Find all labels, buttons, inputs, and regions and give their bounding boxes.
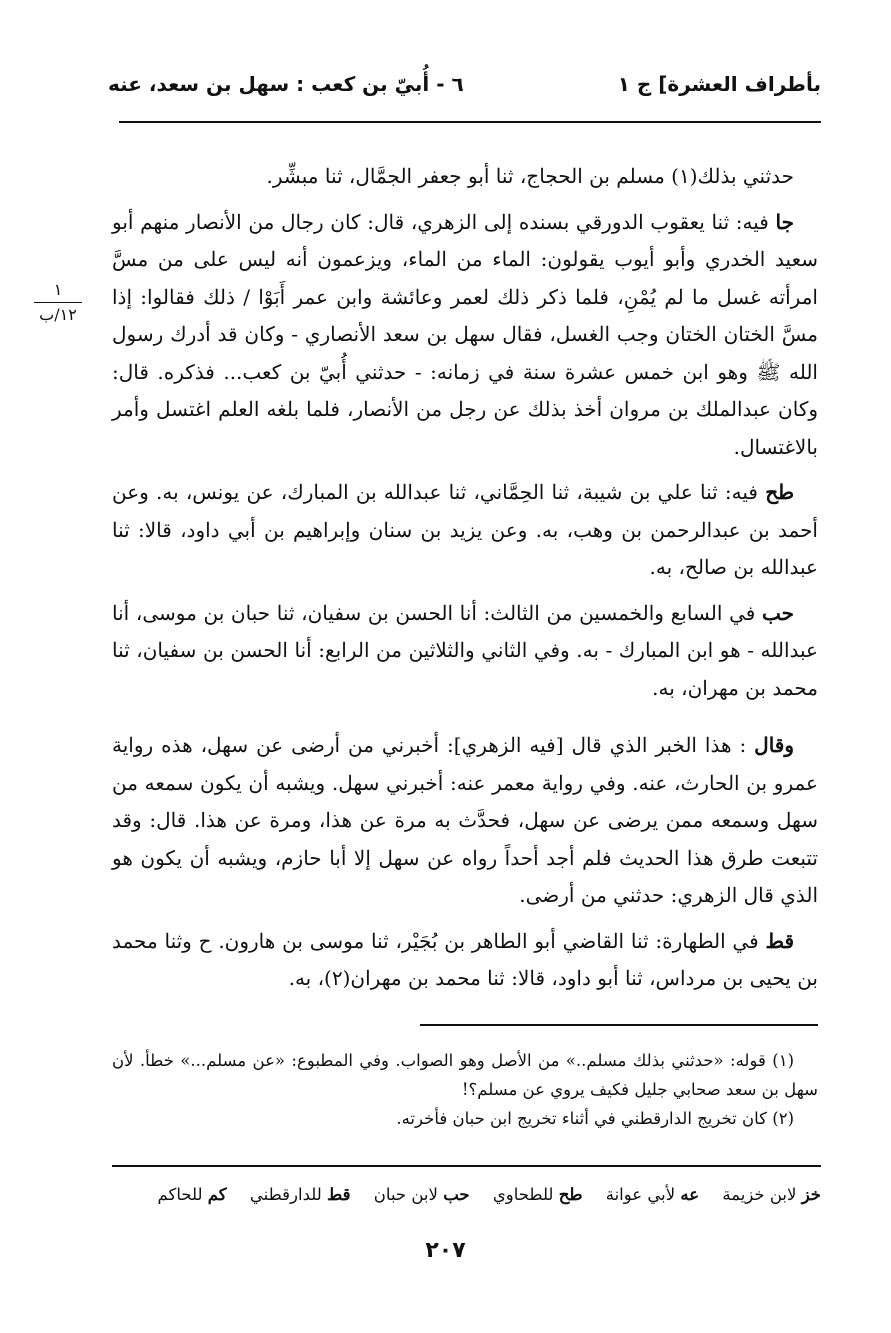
siglum-code: قط xyxy=(326,1185,351,1204)
siglum-desc: للطحاوي xyxy=(492,1185,554,1204)
footnote: (١) قوله: «حدثني بذلك مسلم..» من الأصل وهو الصواب. وفي المطبوع: «عن مسلم...» خطأ. لأن سهل بن سعد صحابي جليل فكيف يروي عن مسلم؟! xyxy=(112,1051,818,1099)
footnote: (٢) كان تخريج الدارقطني في أثناء تخريج ابن حبان فأخرته. xyxy=(396,1109,794,1128)
paragraph xyxy=(112,595,818,708)
folio-divider xyxy=(34,302,82,303)
siglum-entry xyxy=(493,1185,583,1204)
header-rule xyxy=(119,121,821,123)
paragraph-text: في الطهارة: ثنا القاضي أبو الطاهر بن بُجَيْر، ثنا موسى بن هارون. ح وثنا محمد بن يحيى بن مرداس، ثنا أبو داود، قالا: ثنا محمد بن مهران(٢)، به. xyxy=(112,928,818,990)
siglum-entry xyxy=(158,1185,227,1204)
paragraph xyxy=(112,474,818,587)
paragraph xyxy=(112,727,818,915)
siglum-code: حب xyxy=(443,1185,470,1204)
siglum-entry xyxy=(722,1185,821,1204)
siglum-desc: لابن خزيمة xyxy=(722,1185,797,1204)
siglum-code: كم xyxy=(207,1185,227,1204)
siglum-code: طح xyxy=(558,1185,583,1204)
page-number: ٢٠٧ xyxy=(425,1238,466,1263)
main-text xyxy=(112,158,818,1006)
siglum-code: خز xyxy=(801,1185,821,1204)
running-header xyxy=(108,68,821,102)
paragraph-text: فيه: ثنا علي بن شيبة، ثنا الحِمَّاني، ثنا عبدالله بن المبارك، عن يونس، به. وعن أحمد بن عبدالرحمن بن وهب، به. وعن يزيد بن سنان وإبراهيم بن أبي داود، قالا: ثنا عبدالله بن صالح، به. xyxy=(112,480,818,579)
siglum-desc: لابن حبان xyxy=(373,1185,438,1204)
siglum-entry xyxy=(606,1185,699,1204)
source-siglum: حب xyxy=(761,600,794,625)
paragraph-text: في السابع والخمسين من الثالث: أنا الحسن بن سفيان، ثنا حبان بن موسى، أنا عبدالله - هو ابن المبارك - به. وفي الثاني والثلاثين من الرابع: أنا الحسن بن سفيان، ثنا محمد بن مهران، به. xyxy=(112,600,818,700)
source-siglum: جا xyxy=(775,209,795,234)
siglum-desc: لأبي عوانة xyxy=(605,1185,676,1204)
paragraph-text: حدثني بذلك(١) مسلم بن الحجاج، ثنا أبو جعفر الجمَّال، ثنا مبشِّر. xyxy=(266,164,794,188)
sigla-key xyxy=(108,1180,821,1210)
siglum-desc: للدارقطني xyxy=(249,1185,322,1204)
paragraph xyxy=(112,204,818,467)
paragraph-text: : هذا الخبر الذي قال [فيه الزهري]: أخبرني من أرضى عن سهل، هذه رواية عمرو بن الحارث، عنه. وفي رواية معمر عنه: أخبرني سهل. ويشبه أن يكون سمعه من سهل وسمعه ممن يرضى عن سهل، فحدَّث به مرة عن هذا، ومرة عن هذا. قال: وقد تتبعت طرق هذا الحديث فلم أجد أحداً رواه عن سهل إلا أبا حازم، ويشبه أن يكون هو الذي قال الزهري: حدثني من أرضى. xyxy=(112,733,818,907)
siglum-entry xyxy=(250,1185,351,1204)
footnotes xyxy=(112,1046,818,1133)
header-book-title: بأطراف العشرة] ج ١ xyxy=(617,72,821,96)
footnote-rule xyxy=(420,1024,818,1026)
manuscript-folio-note xyxy=(28,280,88,325)
source-siglum: طح xyxy=(765,480,795,504)
sigla-rule xyxy=(112,1165,821,1167)
siglum-code: عه xyxy=(680,1185,700,1204)
folio-number: ١ xyxy=(53,280,63,299)
paragraph-text: فيه: ثنا يعقوب الدورقي بسنده إلى الزهري، قال: كان رجال من الأنصار منهم أبو سعيد الخدري وأبو أيوب يقولون: الماء من الماء، ويزعمون أنه ليس على من مسَّ امرأته غسل ما لم يُمْنِ، فلما ذكر ذلك لعمر وعائشة وابن عمر أَبَوْا / ذلك فقالوا: إذا مسَّ الختان الختان وجب الغسل، فقال سهل بن سعد الأنصاري - وكان قد أدرك رسول الله ﷺ وهو ابن خمس عشرة سنة في زمانه: - حدثني أُبيّ بن كعب... فذكره. قال: وكان عبدالملك بن مروان أخذ بذلك عن رجل من الأنصار، فلما بلغه العلم اغتسل وأمر بالاغتسال. xyxy=(112,209,818,459)
header-section-title: ٦ - أُبيّ بن كعب : سهل بن سعد، عنه xyxy=(108,72,464,96)
folio-side: ١٢/ب xyxy=(39,305,77,324)
paragraph xyxy=(112,923,818,998)
paragraph xyxy=(112,158,818,196)
siglum-desc: للحاكم xyxy=(157,1185,203,1204)
siglum-entry xyxy=(374,1185,470,1204)
source-siglum: قط xyxy=(765,928,795,953)
source-siglum: وقال xyxy=(754,733,794,757)
